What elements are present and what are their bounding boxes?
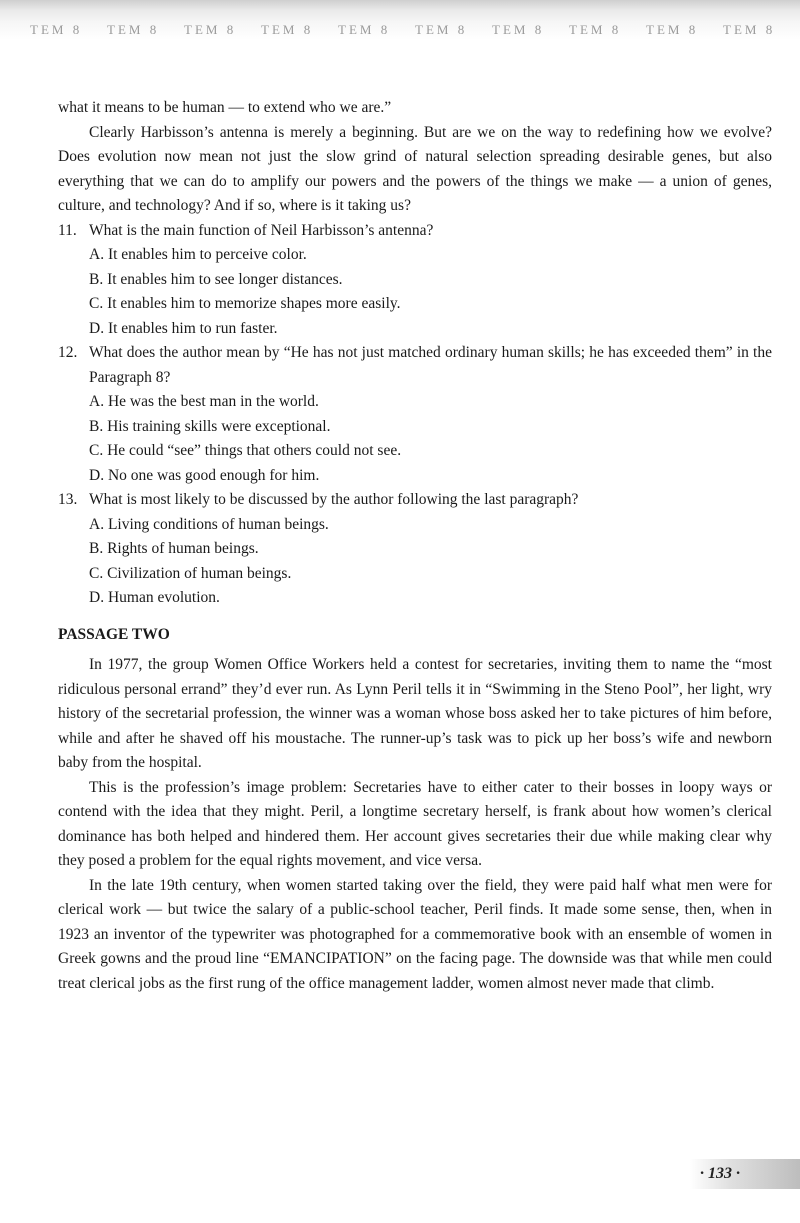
answer-option: B. It enables him to see longer distances. — [89, 270, 343, 288]
running-title: TEM 8 — [723, 22, 776, 37]
answer-option: D. It enables him to run faster. — [89, 319, 278, 337]
question-stem: What is most likely to be discussed by the author following the last paragraph? — [89, 491, 579, 508]
page-body — [58, 96, 772, 996]
question-stem: What is the main function of Neil Harbisson’s antenna? — [89, 221, 434, 239]
running-title: TEM 8 — [415, 22, 468, 37]
question-13 — [58, 488, 772, 513]
answer-option: B. Rights of human beings. — [89, 540, 259, 557]
question-12 — [58, 341, 772, 390]
answer-option: C. Civilization of human beings. — [89, 564, 292, 582]
running-title: TEM 8 — [569, 22, 622, 37]
running-title: TEM 8 — [261, 22, 314, 37]
running-title: TEM 8 — [30, 22, 83, 37]
answer-option: D. No one was good enough for him. — [89, 466, 320, 484]
running-header-text — [30, 22, 800, 38]
answer-option: C. It enables him to memorize shapes more easily. — [89, 295, 401, 312]
answer-option: A. It enables him to perceive color. — [89, 246, 307, 263]
answer-option: A. He was the best man in the world. — [89, 393, 319, 410]
running-title: TEM 8 — [492, 22, 545, 37]
passage-two-heading: PASSAGE TWO — [58, 625, 170, 643]
page-number: · 133 · — [690, 1159, 800, 1189]
question-number: 11. — [58, 221, 77, 239]
running-header — [0, 0, 800, 56]
question-11 — [58, 219, 772, 244]
running-title: TEM 8 — [107, 22, 160, 37]
passage-two-paragraph: In 1977, the group Women Office Workers held a contest for secretaries, inviting them to name the “most ridiculous personal errand” they’d ever run. As Lynn Peril tells it in “Swimming in the Steno Pool”, her light, wry history of the secretarial profession, the winner was a woman whose boss asked her to take pictures of him before, while and after he shaved off his moustache. The runner-up’s task was to pick up her boss’s wife and newborn baby from the hospital. — [58, 656, 772, 771]
running-title: TEM 8 — [184, 22, 237, 37]
passage-two-paragraph: In the late 19th century, when women started taking over the field, they were paid half what men were for clerical work — but twice the salary of a public-school teacher, Peril finds. It made some sense, then, when in 1923 an inventor of the typewriter was photographed for a commemorative book with an ensemble of women in Greek gowns and the proud line “EMANCIPATION” on the facing page. The downside was that while men could treat clerical jobs as the first rung of the office management ladder, women almost never made that climb. — [58, 876, 772, 992]
passage-one-continuation: what it means to be human — to extend who we are.” — [58, 99, 392, 116]
passage-one-paragraph: Clearly Harbisson’s antenna is merely a beginning. But are we on the way to redefining how we evolve? Does evolution now mean not just the slow grind of natural selection spreading desirable genes, but also everything that we can do to amplify our powers and the powers of the things we make — a union of genes, culture, and technology? And if so, where is it taking us? — [58, 123, 772, 214]
question-stem: What does the author mean by “He has not just matched ordinary human skills; he has exceeded them” in the Paragraph 8? — [89, 344, 772, 386]
answer-option: B. His training skills were exceptional. — [89, 417, 331, 435]
question-number: 12. — [58, 344, 78, 361]
running-title: TEM 8 — [646, 22, 699, 37]
answer-option: A. Living conditions of human beings. — [89, 515, 329, 533]
running-title: TEM 8 — [338, 22, 391, 37]
passage-two-paragraph: This is the profession’s image problem: Secretaries have to either cater to their bosses in loopy ways or contend with the idea that they might. Peril, a longtime secretary herself, is frank about how women’s clerical dominance has both helped and hindered them. Her account gives secretaries their due while making clear why they posed a problem for the equal rights movement, and vice versa. — [58, 778, 772, 869]
answer-option: D. Human evolution. — [89, 589, 220, 606]
question-number: 13. — [58, 491, 78, 508]
answer-option: C. He could “see” things that others could not see. — [89, 442, 402, 459]
